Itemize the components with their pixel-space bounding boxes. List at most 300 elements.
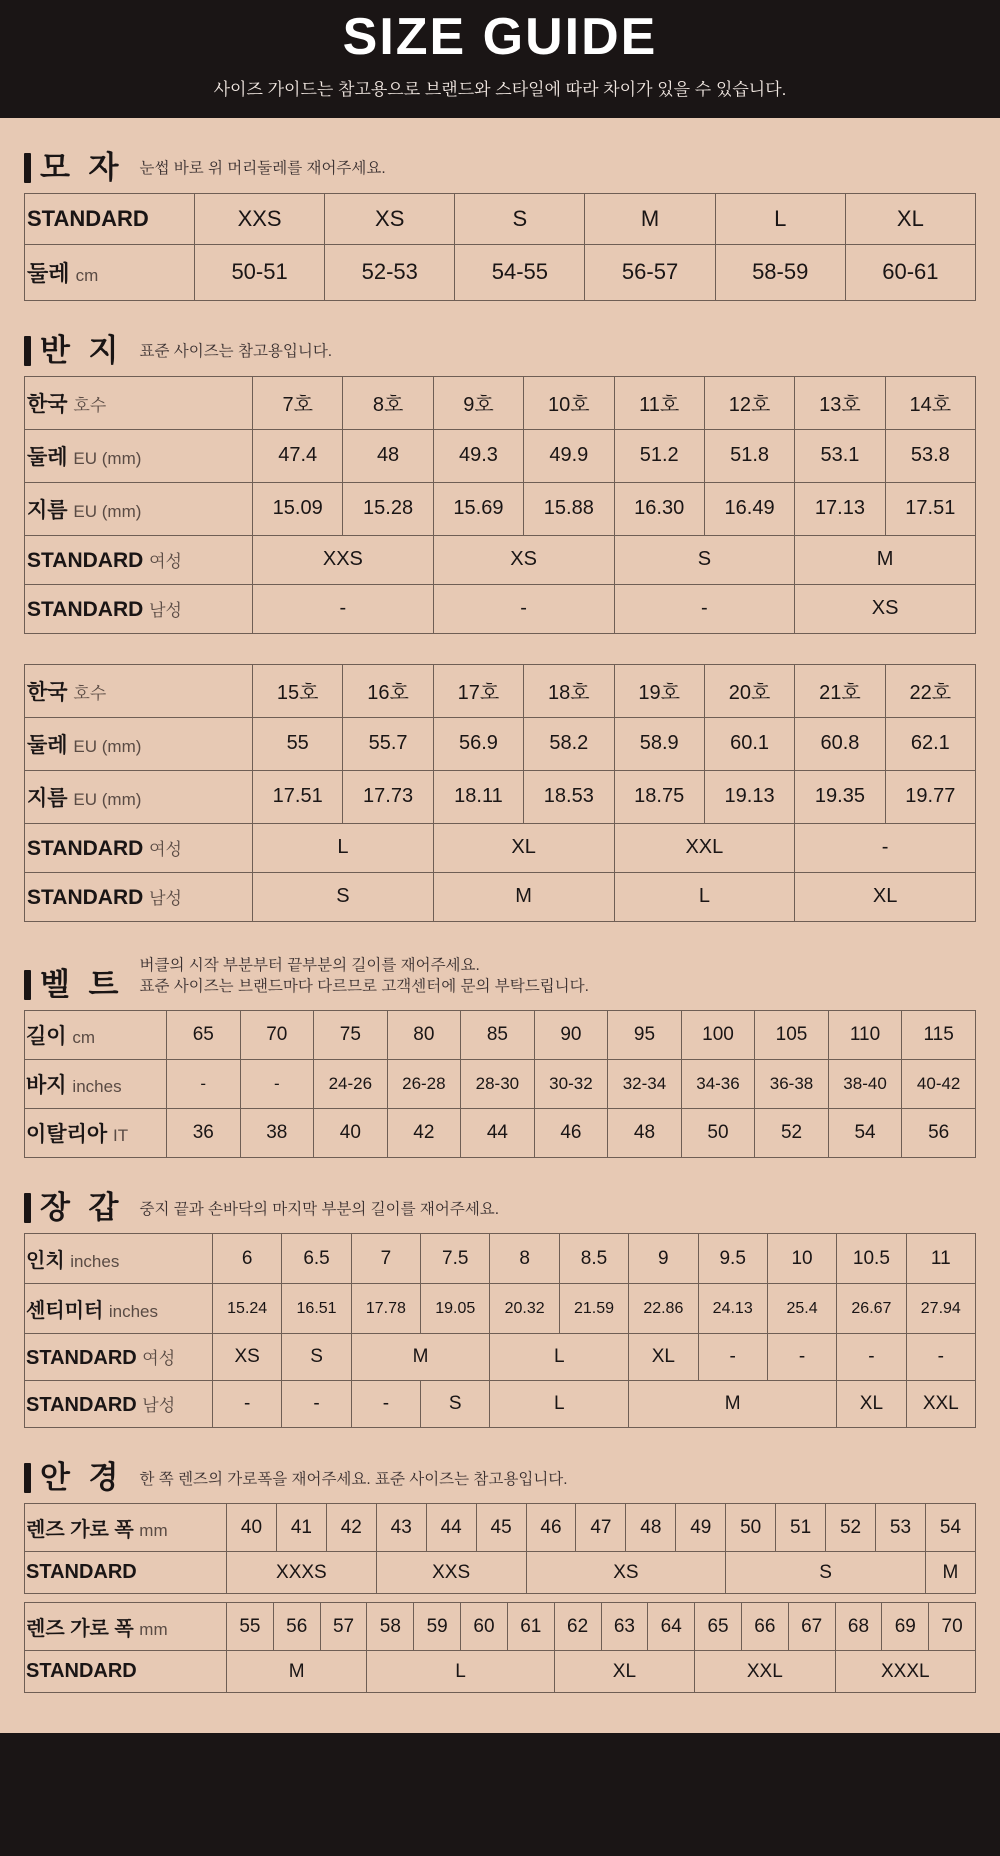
section-belt-heading [24,956,976,1001]
row-header-unit: 호수 [73,683,107,703]
cell: 80 [387,1011,461,1060]
cell: - [906,1334,975,1381]
row-header-label: 인치 [26,1250,65,1273]
ring-size-table [24,376,976,922]
row-header [25,1504,227,1552]
row-header-unit: cm [75,265,99,285]
cell: 59 [414,1603,461,1651]
cell: 9호 [433,376,523,429]
cell: 18.75 [614,770,704,823]
cell: - [351,1381,420,1428]
cell: S [726,1552,926,1594]
table-row [25,1334,976,1381]
cell: 49.3 [433,429,523,482]
glasses-size-table-part2 [24,1602,976,1693]
row-header-label: 렌즈 가로 폭 [26,1618,134,1641]
row-header [25,1234,213,1284]
cell: 15호 [253,664,343,717]
cell: 70 [240,1011,314,1060]
cell: 56-57 [585,244,715,300]
spacer [25,633,976,664]
cell: 26.67 [837,1284,906,1334]
section-glove-title: 장 갑 [40,1190,124,1226]
cell: 38 [240,1109,314,1158]
cell: 48 [626,1504,676,1552]
cell: 16.49 [704,482,794,535]
cell: 62 [554,1603,601,1651]
cell: 90 [534,1011,608,1060]
cell: 17.73 [343,770,433,823]
cell: L [490,1381,629,1428]
row-header [25,1060,167,1109]
row-header [25,872,253,921]
section-bar-icon [24,970,31,1000]
cell: XXS [376,1552,526,1594]
cell: 85 [461,1011,535,1060]
cell: 54 [925,1504,975,1552]
row-header-label: 이탈리아 [26,1123,108,1147]
cell: XS [526,1552,726,1594]
cell: XXL [906,1381,975,1428]
row-header-label: STANDARD [27,205,149,231]
cell: 15.24 [213,1284,282,1334]
section-bar-icon [24,1463,31,1493]
cell: 11호 [614,376,704,429]
cell: 47.4 [253,429,343,482]
cell: 55 [227,1603,274,1651]
cell: 58-59 [715,244,845,300]
cell: XS [213,1334,282,1381]
cell: 49 [676,1504,726,1552]
cell: 58.2 [524,717,614,770]
table-row [25,872,976,921]
cell: M [629,1381,837,1428]
cell: 8.5 [559,1234,628,1284]
cell: 13호 [795,376,885,429]
section-belt [0,956,1000,1159]
cell: 51.8 [704,429,794,482]
cell: 9.5 [698,1234,767,1284]
cell: L [614,872,795,921]
section-note: 표준 사이즈는 참고용입니다. [139,342,333,360]
belt-size-table [24,1010,976,1158]
cell: 19.35 [795,770,885,823]
cell: - [614,584,795,633]
cell: XXXS [227,1552,377,1594]
cell: 75 [314,1011,388,1060]
table-row [25,770,976,823]
table-row [25,376,976,429]
section-ring-notes [140,342,333,366]
cell: 115 [902,1011,976,1060]
row-header-label: 한국 [27,680,68,704]
cell: 61 [507,1603,554,1651]
cell: 17.78 [351,1284,420,1334]
table-row [25,535,976,584]
row-header-label: STANDARD [27,885,144,909]
cell: 56 [273,1603,320,1651]
cell: 20호 [704,664,794,717]
cell: 36-38 [755,1060,829,1109]
section-ring [0,332,1000,922]
section-bar-icon [24,336,31,366]
row-header [25,429,253,482]
row-header-unit: EU (mm) [73,736,142,756]
cell: 16.30 [614,482,704,535]
cell: 21호 [795,664,885,717]
row-header [25,193,195,244]
section-note: 눈썹 바로 위 머리둘레를 재어주세요. [139,159,386,177]
table-row [25,482,976,535]
row-header-label: 둘레 [27,260,70,286]
cell: 46 [534,1109,608,1158]
cell: 10 [767,1234,836,1284]
cell: 52 [755,1109,829,1158]
cell: 49.9 [524,429,614,482]
cell: 70 [929,1603,976,1651]
table-spacer-row [25,633,976,664]
section-note: 버클의 시작 부분부터 끝부분의 길이를 재어주세요. [139,956,480,974]
cell: 60-61 [845,244,975,300]
row-header [25,1603,227,1651]
cell: 47 [576,1504,626,1552]
table-row [25,244,976,300]
cell: XL [845,193,975,244]
row-header-label: STANDARD [26,1394,137,1417]
row-header [25,770,253,823]
row-header [25,1334,213,1381]
row-header-label: STANDARD [26,1561,137,1584]
cell: - [837,1334,906,1381]
section-bar-icon [24,1193,31,1223]
cell: 19호 [614,664,704,717]
row-header-label: 지름 [27,498,68,522]
cell: L [490,1334,629,1381]
cell: XXL [614,823,795,872]
cell: 15.28 [343,482,433,535]
cell: 64 [648,1603,695,1651]
section-glasses-title: 안 경 [40,1460,124,1496]
cell: 57 [320,1603,367,1651]
row-header-unit: 남성 [149,888,182,908]
table-row [25,1109,976,1158]
cell: 8호 [343,376,433,429]
cell: 30-32 [534,1060,608,1109]
cell: M [227,1651,367,1693]
cell: 32-34 [608,1060,682,1109]
cell: XL [554,1651,694,1693]
cell: 26-28 [387,1060,461,1109]
row-header-unit: 남성 [142,1396,176,1416]
cell: - [253,584,434,633]
table-row [25,1651,976,1693]
cell: 42 [387,1109,461,1158]
cell: 22.86 [629,1284,698,1334]
cell: XL [629,1334,698,1381]
row-header-unit: 남성 [149,600,182,620]
cell: 60.8 [795,717,885,770]
section-belt-title: 벨 트 [40,967,124,1003]
cell: 9 [629,1234,698,1284]
row-header [25,482,253,535]
row-header-label: 렌즈 가로 폭 [26,1519,134,1542]
cell: 42 [326,1504,376,1552]
cell: 46 [526,1504,576,1552]
cell: 18.53 [524,770,614,823]
cell: 65 [167,1011,241,1060]
section-glove-heading [24,1190,976,1226]
cell: 16호 [343,664,433,717]
cell: 24.13 [698,1284,767,1334]
cell: - [240,1060,314,1109]
section-note: 표준 사이즈는 브랜드마다 다르므로 고객센터에 문의 부탁드립니다. [139,977,589,995]
section-hat-title: 모 자 [40,149,124,185]
cell: 15.88 [524,482,614,535]
cell: 45 [476,1504,526,1552]
row-header-unit: 호수 [73,395,107,415]
cell: 43 [376,1504,426,1552]
cell: 54 [828,1109,902,1158]
row-header [25,244,195,300]
cell: 68 [835,1603,882,1651]
table-row [25,1011,976,1060]
cell: 11 [906,1234,975,1284]
cell: 44 [426,1504,476,1552]
cell: 17.51 [253,770,343,823]
cell: XS [795,584,976,633]
row-header-label: 바지 [26,1074,67,1098]
cell: 44 [461,1109,535,1158]
cell: 67 [788,1603,835,1651]
cell: 40 [227,1504,277,1552]
cell: 7 [351,1234,420,1284]
table-row [25,1381,976,1428]
row-header [25,1552,227,1594]
section-ring-heading [24,332,976,368]
cell: 12호 [704,376,794,429]
cell: 51.2 [614,429,704,482]
row-header-label: 길이 [26,1025,67,1049]
cell: L [367,1651,554,1693]
section-bar-icon [24,153,31,183]
cell: - [213,1381,282,1428]
cell: 20.32 [490,1284,559,1334]
cell: - [698,1334,767,1381]
row-header-label: 지름 [27,786,68,810]
cell: 105 [755,1011,829,1060]
cell: - [433,584,614,633]
cell: XL [795,872,976,921]
cell: 15.69 [433,482,523,535]
cell: 95 [608,1011,682,1060]
cell: 53.8 [885,429,975,482]
row-header-label: STANDARD [27,836,144,860]
section-glove-notes [140,1200,500,1224]
page-header [0,0,1000,118]
cell: 7.5 [421,1234,490,1284]
cell: XL [837,1381,906,1428]
section-hat-notes [140,159,386,183]
table-row [25,584,976,633]
cell: 7호 [253,376,343,429]
cell: 60 [461,1603,508,1651]
table-row [25,1603,976,1651]
cell: 15.09 [253,482,343,535]
cell: 17호 [433,664,523,717]
cell: L [253,823,434,872]
cell: M [795,535,976,584]
row-header-label: 센티미터 [26,1300,104,1323]
cell: 63 [601,1603,648,1651]
cell: 19.77 [885,770,975,823]
cell: 65 [695,1603,742,1651]
section-hat [0,149,1000,301]
cell: 8 [490,1234,559,1284]
cell: XXL [695,1651,835,1693]
cell: 52 [826,1504,876,1552]
cell: - [167,1060,241,1109]
row-header [25,717,253,770]
row-header [25,823,253,872]
cell: 66 [741,1603,788,1651]
row-header-label: STANDARD [26,1660,137,1683]
cell: S [282,1334,351,1381]
cell: 58.9 [614,717,704,770]
cell: 53.1 [795,429,885,482]
section-glasses [0,1462,1000,1693]
row-header-unit: 여성 [149,551,182,571]
row-header-unit: EU (mm) [73,789,142,809]
cell: 41 [276,1504,326,1552]
cell: 17.13 [795,482,885,535]
cell: L [715,193,845,244]
cell: 27.94 [906,1284,975,1334]
cell: M [585,193,715,244]
row-header [25,1284,213,1334]
cell: 40-42 [902,1060,976,1109]
cell: 56.9 [433,717,523,770]
cell: 55.7 [343,717,433,770]
row-header-unit: IT [113,1126,129,1146]
table-row [25,429,976,482]
glove-size-table [24,1233,976,1428]
row-header-unit: mm [139,1521,168,1541]
cell: 19.05 [421,1284,490,1334]
row-header [25,664,253,717]
cell: 19.13 [704,770,794,823]
row-header [25,1651,227,1693]
cell: 17.51 [885,482,975,535]
row-header-label: 둘레 [27,445,68,469]
row-header-unit: 여성 [149,839,182,859]
row-header [25,535,253,584]
section-glasses-notes [140,1470,568,1494]
row-header-label: 한국 [27,392,68,416]
cell: - [795,823,976,872]
cell: 34-36 [681,1060,755,1109]
row-header [25,584,253,633]
row-header-label: STANDARD [26,1347,137,1370]
cell: 50 [681,1109,755,1158]
cell: S [421,1381,490,1428]
row-header-unit: EU (mm) [73,501,142,521]
cell: 58 [367,1603,414,1651]
cell: 110 [828,1011,902,1060]
cell: 52-53 [325,244,455,300]
hat-size-table [24,193,976,301]
cell: XS [325,193,455,244]
cell: 53 [875,1504,925,1552]
page-subtitle: 사이즈 가이드는 참고용으로 브랜드와 스타일에 따라 차이가 있을 수 있습니다. [213,79,787,99]
cell: XXXL [835,1651,975,1693]
cell: 10.5 [837,1234,906,1284]
cell: 62.1 [885,717,975,770]
row-header-unit: inches [108,1302,158,1322]
cell: 18호 [524,664,614,717]
cell: 16.51 [282,1284,351,1334]
row-header-label: STANDARD [27,597,144,621]
cell: 38-40 [828,1060,902,1109]
cell: 60.1 [704,717,794,770]
cell: 56 [902,1109,976,1158]
cell: XL [433,823,614,872]
section-ring-title: 반 지 [40,332,124,368]
row-header [25,1381,213,1428]
cell: 50 [726,1504,776,1552]
cell: 6 [213,1234,282,1284]
row-header-unit: inches [72,1077,122,1097]
cell: S [614,535,795,584]
glasses-size-table-part1 [24,1503,976,1594]
table-row [25,1504,976,1552]
cell: 25.4 [767,1284,836,1334]
cell: 55 [253,717,343,770]
table-row [25,1552,976,1594]
cell: 50-51 [195,244,325,300]
section-hat-heading [24,149,976,185]
table-row [25,717,976,770]
table-row [25,193,976,244]
cell: 14호 [885,376,975,429]
cell: M [925,1552,975,1594]
row-header [25,376,253,429]
cell: 48 [608,1109,682,1158]
table-row [25,1060,976,1109]
cell: XXS [253,535,434,584]
row-header-unit: cm [72,1028,96,1048]
row-header-unit: inches [70,1252,120,1272]
cell: 28-30 [461,1060,535,1109]
cell: M [433,872,614,921]
section-note: 한 쪽 렌즈의 가로폭을 재어주세요. 표준 사이즈는 참고용입니다. [139,1470,568,1488]
row-header [25,1109,167,1158]
row-header [25,1011,167,1060]
cell: - [767,1334,836,1381]
table-row [25,1284,976,1334]
cell: S [253,872,434,921]
row-header-unit: 여성 [142,1349,176,1369]
cell: XXS [195,193,325,244]
section-glasses-heading [24,1460,976,1496]
page-title: SIZE GUIDE [342,8,658,66]
cell: 18.11 [433,770,523,823]
section-note: 중지 끝과 손바닥의 마지막 부분의 길이를 재어주세요. [139,1200,500,1218]
cell: S [455,193,585,244]
cell: 24-26 [314,1060,388,1109]
row-header-unit: mm [139,1620,168,1640]
cell: 40 [314,1109,388,1158]
cell: 36 [167,1109,241,1158]
